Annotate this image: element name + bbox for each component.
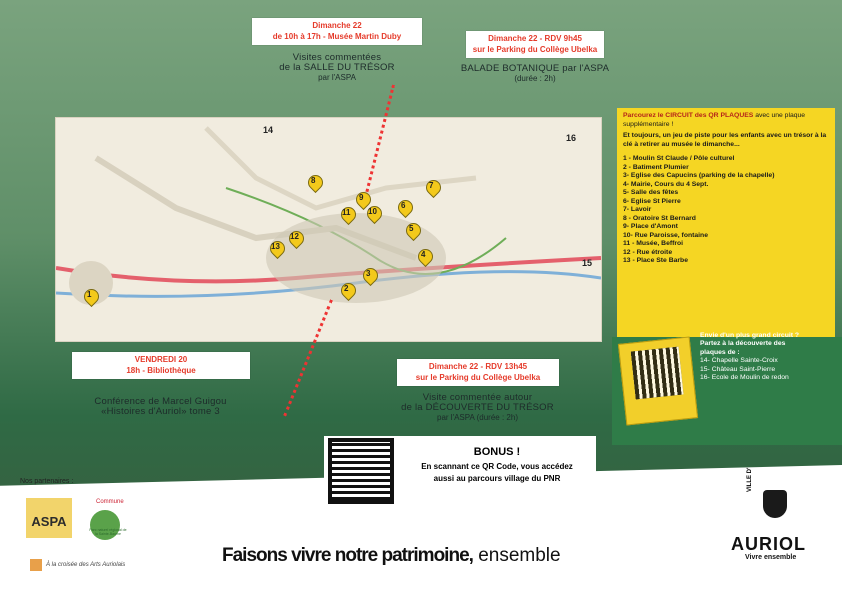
- map-marker-16[interactable]: 16: [566, 133, 577, 143]
- list-item: 2 - Batiment Plumier: [623, 163, 689, 171]
- event-date: Dimanche 22: [312, 21, 362, 30]
- aspa-logo: ASPA: [26, 498, 72, 538]
- event-date: VENDREDI 20: [134, 355, 188, 364]
- event-desc-conference: Conférence de Marcel Guigou «Histoires d'Auriol» tome 3: [94, 396, 227, 417]
- list-item: 13 - Place Ste Barbe: [623, 257, 688, 264]
- list-item: 5- Salle des fêtes: [623, 189, 679, 196]
- event-callout-botanical-walk: [466, 31, 604, 58]
- bonus-title: BONUS !: [473, 446, 521, 458]
- event-date: Dimanche 22 - RDV 9h45: [488, 34, 582, 43]
- list-item: 3- Eglise des Capucins (parking de la chapelle): [623, 172, 775, 179]
- list-item: 7- Lavoir: [623, 206, 652, 213]
- bonus-line1: En scannant ce QR Code, vous accédez: [421, 462, 573, 471]
- map-marker-14[interactable]: 14: [263, 125, 274, 135]
- bonus-line2: aussi au parcours village du PNR: [433, 474, 561, 483]
- circuit-intro: Parcourez le CIRCUIT des QR PLAQUES avec une plaque supplémentaire !: [623, 112, 806, 128]
- list-item: 16- Ecole de Moulin de redon: [700, 374, 789, 382]
- event-date: Dimanche 22 - RDV 13h45: [428, 362, 528, 371]
- event-desc-treasure-discovery: Visite commentée autour de la DÉCOUVERTE DU TRÉSOR par l'ASPA (durée : 2h): [401, 392, 554, 422]
- list-item: 14- Chapelle Sainte-Croix: [700, 357, 778, 365]
- event-time: de 10h à 17h - Musée Martin Duby: [272, 31, 402, 41]
- parc-label: Parc naturel régional de la Sainte-Baume: [89, 528, 127, 536]
- event-time: 18h - Bibliothèque: [126, 365, 196, 375]
- circuit-intro-2: Et toujours, un jeu de piste pour les enfants avec un trésor à la clé à retirer au musée le dimanche...: [623, 132, 827, 148]
- list-item: 4- Mairie, Cours du 4 Sept.: [623, 180, 709, 188]
- event-place: sur le Parking du Collège Ubelka: [472, 44, 598, 54]
- event-callout-conference: [72, 352, 250, 379]
- qr-plaque-image: [618, 336, 698, 425]
- list-item: 9- Place d'Amont: [623, 223, 678, 230]
- event-desc-treasure-room: Visites commentées de la SALLE DU TRÉSOR par l'ASPA: [279, 52, 395, 82]
- map-marker-15[interactable]: 15: [582, 258, 593, 268]
- commune-label: Commune: [96, 499, 124, 505]
- qr-code-icon[interactable]: [332, 442, 390, 500]
- event-place: sur le Parking du Collège Ubelka: [415, 372, 541, 382]
- event-desc-botanical-walk: BALADE BOTANIQUE par l'ASPA (durée : 2h): [460, 63, 610, 83]
- event-callout-treasure-discovery: [397, 359, 559, 386]
- list-item: 11 - Musée, Beffroi: [623, 240, 684, 247]
- list-item: 15- Château Saint-Pierre: [700, 365, 776, 373]
- partners-label: Nos partenaires :: [20, 478, 74, 485]
- arts-footnote: À la croisée des Arts Auriolais: [46, 562, 126, 568]
- list-item: 8 - Oratoire St Bernard: [623, 214, 696, 222]
- event-callout-treasure-room: [252, 18, 422, 45]
- auriol-logo: VILLE D' AURIOL Vivre ensemble: [731, 467, 806, 561]
- auriol-bird-icon: [763, 490, 787, 518]
- qr-circuit-panel: [617, 108, 835, 338]
- list-item: 6- Eglise St Pierre: [623, 197, 681, 205]
- list-item: 10- Rue Paroisse, fontaine: [623, 231, 708, 239]
- list-item: 12 - Rue étroite: [623, 248, 673, 256]
- qr-code-icon: [631, 347, 684, 400]
- arts-logo-icon: [30, 559, 42, 571]
- bonus-box: [324, 436, 596, 506]
- grand-circuit-text: Envie d'un plus grand circuit ? Partez à la découverte des plaques de : 14- Chapelle Sainte-Croix 15- Château Saint-Pierre 16- Ecole de Moulin de redon: [700, 332, 800, 382]
- list-item: 1 - Moulin St Claude / Pôle culturel: [623, 155, 735, 162]
- circuit-list: [623, 155, 829, 266]
- slogan: Faisons vivre notre patrimoine, ensemble: [222, 545, 561, 566]
